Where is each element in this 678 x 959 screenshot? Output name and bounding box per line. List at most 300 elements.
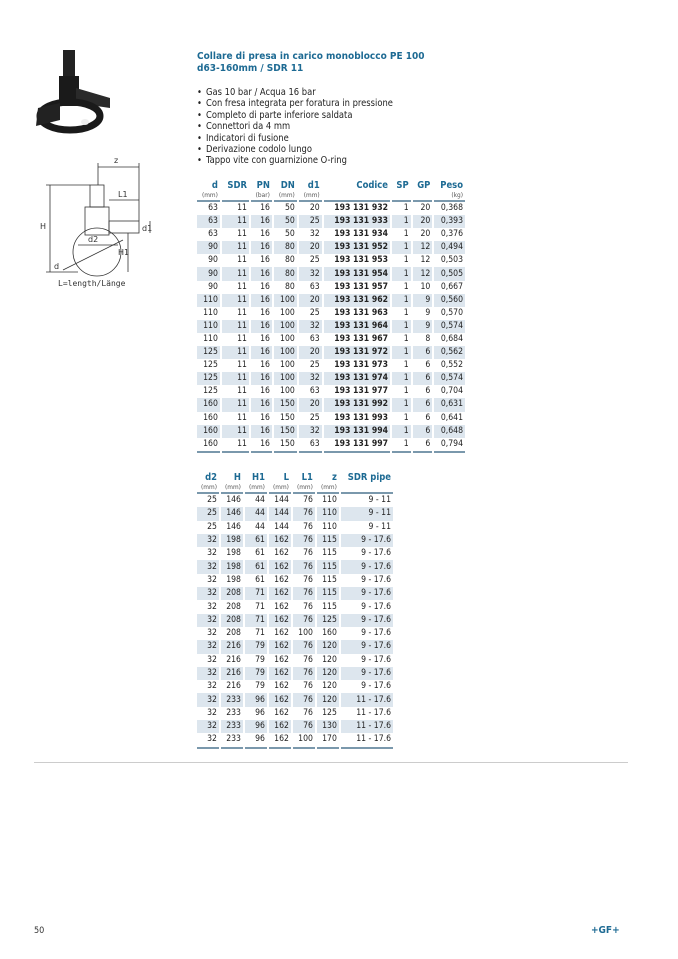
- table-cell: 11: [222, 294, 249, 307]
- table-cell: 160: [197, 398, 220, 411]
- table-cell: 1: [403, 255, 409, 266]
- table-cell: 32: [197, 614, 219, 627]
- table-cell: 160: [197, 425, 220, 438]
- table-cell: 193 131 957: [334, 281, 389, 292]
- table-cell: 16: [251, 294, 272, 307]
- table-cell: 9 - 17.6: [361, 574, 391, 585]
- table-cell: 32: [207, 628, 217, 639]
- table-row: [197, 267, 465, 280]
- table-cell: 79: [255, 681, 265, 692]
- label-h1: H1: [118, 248, 130, 257]
- table-cell: 80: [274, 241, 297, 254]
- table-cell: 71: [245, 587, 267, 600]
- table-cell: 32: [299, 320, 322, 333]
- table-cell: 11: [222, 267, 249, 280]
- table-cell: 32: [207, 574, 217, 585]
- table-cell: 162: [269, 560, 291, 573]
- column-header: d: [211, 180, 218, 191]
- table-cell: 208: [226, 601, 241, 612]
- table-cell: 125: [322, 707, 337, 718]
- table-cell: 20: [299, 398, 322, 411]
- table-cell: 50: [284, 229, 295, 240]
- table-cell: 6: [413, 372, 433, 385]
- table-row: [197, 547, 393, 560]
- table-cell: 162: [274, 574, 289, 585]
- column-unit: (mm): [221, 483, 243, 494]
- table-cell: 120: [317, 640, 339, 653]
- table-row: [197, 560, 393, 573]
- table-row: [197, 720, 393, 733]
- table-cell: 193 131 974: [324, 372, 390, 385]
- column-header: SDR pipe: [347, 472, 391, 483]
- table-cell: 80: [284, 281, 295, 292]
- table-cell: 216: [221, 667, 243, 680]
- column-header: Codice: [356, 180, 389, 191]
- table-cell: 20: [420, 203, 431, 214]
- table-cell: 76: [303, 548, 313, 559]
- table-cell: 162: [269, 667, 291, 680]
- table-cell: 9 - 11: [341, 507, 393, 520]
- table-cell: 25: [207, 495, 217, 506]
- table-cell: 63: [208, 229, 218, 240]
- table-cell: 193 131 977: [334, 386, 389, 397]
- table-cell: 11 - 17.6: [341, 720, 393, 733]
- table-cell: 9 - 11: [368, 521, 391, 532]
- table-cell: 25: [309, 360, 320, 371]
- table-row: [197, 587, 393, 600]
- table-cell: 110: [197, 320, 220, 333]
- table-cell: 162: [274, 548, 289, 559]
- table-cell: 11: [222, 398, 249, 411]
- table-cell: 9 - 17.6: [341, 640, 393, 653]
- table-cell: 150: [274, 438, 297, 453]
- table-cell: 193 131 963: [334, 307, 389, 318]
- table-cell: 16: [260, 412, 270, 423]
- table-cell: 16: [260, 255, 270, 266]
- table-cell: 16: [260, 386, 270, 397]
- table-cell: 208: [221, 587, 243, 600]
- table-cell: 1: [403, 281, 409, 292]
- column-header: SP: [396, 180, 409, 191]
- table-cell: 25: [207, 521, 217, 532]
- table-cell: 12: [420, 255, 431, 266]
- table-cell: 76: [293, 667, 315, 680]
- table-cell: 144: [274, 521, 289, 532]
- table-cell: 193 131 972: [324, 346, 390, 359]
- table-cell: 193 131 967: [334, 333, 389, 344]
- table-cell: 9 - 17.6: [361, 681, 391, 692]
- table-cell: 32: [299, 425, 322, 438]
- table-cell: 125: [317, 614, 339, 627]
- table-row: [197, 241, 465, 254]
- table-cell: 76: [303, 521, 313, 532]
- table-cell: 11: [222, 346, 249, 359]
- table-cell: 1: [392, 346, 411, 359]
- table-cell: 20: [420, 229, 431, 240]
- table-cell: 32: [299, 267, 322, 280]
- table-cell: 125: [197, 372, 220, 385]
- product-photo: [30, 48, 150, 138]
- table-cell: 144: [274, 495, 289, 506]
- column-unit: [222, 191, 249, 202]
- table-cell: 193 131 997: [324, 438, 390, 453]
- table-cell: 79: [245, 667, 267, 680]
- table-cell: 198: [226, 574, 241, 585]
- table-cell: 115: [322, 548, 337, 559]
- table-cell: 32: [207, 707, 217, 718]
- column-header: DN: [280, 180, 295, 191]
- gf-logo: +GF+: [591, 925, 620, 936]
- table-cell: 11: [222, 425, 249, 438]
- table-cell: 12: [413, 241, 433, 254]
- table-cell: 1: [403, 386, 409, 397]
- table-cell: 6: [413, 438, 433, 453]
- table-cell: 9: [413, 320, 433, 333]
- table-cell: 146: [226, 521, 241, 532]
- table-cell: 162: [269, 587, 291, 600]
- feature-list: [197, 87, 393, 167]
- column-header: z: [331, 472, 337, 483]
- feature-item: • Connettori da 4 mm: [197, 121, 393, 132]
- table-cell: 115: [317, 560, 339, 573]
- table-cell: 11: [222, 241, 249, 254]
- table-cell: 193 131 992: [324, 398, 390, 411]
- table-cell: 9 - 17.6: [341, 534, 393, 547]
- table-cell: 125: [197, 346, 220, 359]
- table-row: [197, 385, 465, 398]
- table-cell: 0,376: [440, 229, 463, 240]
- table-cell: 76: [303, 495, 313, 506]
- table-cell: 11: [222, 215, 249, 228]
- table-cell: 6: [425, 360, 431, 371]
- table-row: [197, 693, 393, 706]
- table-cell: 90: [197, 241, 220, 254]
- table-cell: 193 131 952: [324, 241, 390, 254]
- table-cell: 0,574: [434, 320, 465, 333]
- table-cell: 11: [237, 229, 247, 240]
- table-cell: 120: [322, 654, 337, 665]
- table-cell: 32: [207, 601, 217, 612]
- label-z: z: [114, 156, 119, 165]
- table-cell: 76: [293, 587, 315, 600]
- table-cell: 11: [222, 438, 249, 453]
- table-cell: 76: [293, 507, 315, 520]
- table-cell: 233: [221, 720, 243, 733]
- table-cell: 110: [203, 333, 218, 344]
- table-cell: 96: [245, 720, 267, 733]
- table-row: [197, 494, 393, 507]
- table-cell: 20: [299, 241, 322, 254]
- table-cell: 1: [403, 307, 409, 318]
- table-cell: 0,704: [440, 386, 463, 397]
- table-cell: 6: [413, 398, 433, 411]
- table-cell: 90: [208, 281, 218, 292]
- feature-item: • Tappo vite con guarnizione O-ring: [197, 155, 393, 166]
- table-row: [197, 707, 393, 720]
- column-header: d1: [307, 180, 320, 191]
- table-cell: 150: [280, 412, 295, 423]
- table-cell: 11: [222, 372, 249, 385]
- table-cell: 100: [274, 320, 297, 333]
- column-header: L: [283, 472, 289, 483]
- table-cell: 0,560: [434, 294, 465, 307]
- table-cell: 1: [392, 425, 411, 438]
- table-cell: 193 131 953: [334, 255, 389, 266]
- table-cell: 6: [425, 386, 431, 397]
- table-row: [197, 320, 465, 333]
- table-cell: 1: [392, 398, 411, 411]
- table-cell: 44: [255, 521, 265, 532]
- table-row: [197, 600, 393, 613]
- table-cell: 162: [269, 693, 291, 706]
- table-cell: 160: [203, 412, 218, 423]
- table-cell: 162: [269, 640, 291, 653]
- table-cell: 1: [392, 372, 411, 385]
- table-cell: 32: [207, 548, 217, 559]
- table-cell: 10: [420, 281, 431, 292]
- table-cell: 110: [197, 294, 220, 307]
- table-row: [197, 614, 393, 627]
- table-cell: 120: [322, 681, 337, 692]
- table-cell: 16: [260, 360, 270, 371]
- table-cell: 115: [317, 587, 339, 600]
- table-cell: 9 - 17.6: [341, 667, 393, 680]
- table-cell: 11: [237, 386, 247, 397]
- dimensions-table: [195, 472, 395, 749]
- table-cell: 76: [293, 693, 315, 706]
- table-cell: 0,641: [440, 412, 463, 423]
- table-row: [197, 667, 393, 680]
- table-cell: 76: [303, 707, 313, 718]
- table-cell: 115: [317, 534, 339, 547]
- table-cell: 25: [309, 255, 320, 266]
- table-cell: 6: [413, 346, 433, 359]
- table-cell: 6: [425, 412, 431, 423]
- table-cell: 96: [255, 707, 265, 718]
- table-cell: 1: [392, 267, 411, 280]
- table-cell: 16: [251, 425, 272, 438]
- table-cell: 100: [274, 346, 297, 359]
- table-cell: 76: [293, 560, 315, 573]
- table-row: [197, 307, 465, 320]
- table-cell: 20: [299, 346, 322, 359]
- table-row: [197, 254, 465, 267]
- table-cell: 193 131 933: [324, 215, 390, 228]
- column-unit: (mm): [317, 483, 339, 494]
- table-cell: 63: [309, 333, 320, 344]
- table-cell: 12: [413, 267, 433, 280]
- table-row: [197, 346, 465, 359]
- table-cell: 9 - 17.6: [361, 548, 391, 559]
- table-cell: 11: [237, 412, 247, 423]
- feature-item: • Completo di parte inferiore saldata: [197, 110, 393, 121]
- table-cell: 9 - 17.6: [341, 560, 393, 573]
- table-cell: 96: [245, 733, 267, 748]
- table-cell: 79: [245, 640, 267, 653]
- table-cell: 115: [322, 601, 337, 612]
- table-cell: 32: [197, 587, 219, 600]
- table-cell: 125: [203, 386, 218, 397]
- table-cell: 162: [274, 681, 289, 692]
- table-cell: 76: [293, 720, 315, 733]
- table-cell: 162: [274, 601, 289, 612]
- table-cell: 63: [197, 215, 220, 228]
- column-header: H: [233, 472, 241, 483]
- table-cell: 233: [221, 733, 243, 748]
- table-cell: 110: [203, 307, 218, 318]
- table-row: [197, 333, 465, 346]
- table-cell: 193 131 964: [324, 320, 390, 333]
- table-cell: 193 131 994: [324, 425, 390, 438]
- table-cell: 61: [255, 574, 265, 585]
- table-cell: 100: [274, 372, 297, 385]
- product-title: Collare di presa in carico monoblocco PE 100 d63-160mm / SDR 11: [197, 51, 425, 74]
- table-cell: 25: [309, 307, 320, 318]
- column-unit: (mm): [299, 191, 322, 202]
- table-cell: 100: [280, 386, 295, 397]
- table-row: [197, 534, 393, 547]
- table-cell: 16: [260, 229, 270, 240]
- column-unit: (mm): [274, 191, 297, 202]
- table-cell: 44: [255, 495, 265, 506]
- table-cell: 63: [208, 203, 218, 214]
- feature-item: • Derivazione codolo lungo: [197, 144, 393, 155]
- label-h: H: [40, 222, 47, 231]
- table-cell: 76: [293, 614, 315, 627]
- table-cell: 25: [299, 215, 322, 228]
- table-cell: 1: [403, 333, 409, 344]
- dimension-drawing: [38, 155, 158, 280]
- product-code-table: [195, 180, 467, 453]
- table-cell: 9 - 17.6: [361, 601, 391, 612]
- table-cell: 79: [255, 654, 265, 665]
- table-cell: 208: [226, 628, 241, 639]
- table-cell: 0,574: [434, 372, 465, 385]
- table-row: [197, 412, 465, 425]
- table-cell: 76: [303, 574, 313, 585]
- table-cell: 193 131 954: [324, 267, 390, 280]
- table-cell: 8: [425, 333, 431, 344]
- table-cell: 162: [274, 707, 289, 718]
- table-cell: 16: [251, 372, 272, 385]
- table-cell: 162: [269, 733, 291, 748]
- table-row: [197, 507, 393, 520]
- table-cell: 11 - 17.6: [341, 693, 393, 706]
- table-cell: 9 - 17.6: [361, 654, 391, 665]
- table-cell: 16: [251, 320, 272, 333]
- table-cell: 198: [221, 534, 243, 547]
- table-cell: 32: [207, 681, 217, 692]
- table-cell: 32: [197, 560, 219, 573]
- table-cell: 1: [392, 320, 411, 333]
- table-row: [197, 294, 465, 307]
- table-cell: 0,562: [434, 346, 465, 359]
- table-cell: 96: [245, 693, 267, 706]
- table-row: [197, 202, 465, 215]
- table-cell: 16: [260, 307, 270, 318]
- column-unit: [341, 483, 393, 494]
- table-cell: 25: [309, 412, 320, 423]
- table-cell: 115: [322, 574, 337, 585]
- table-cell: 32: [309, 229, 320, 240]
- table-cell: 146: [226, 495, 241, 506]
- feature-item: • Indicatori di fusione: [197, 133, 393, 144]
- table-cell: 0,684: [440, 333, 463, 344]
- table-cell: 9: [425, 307, 431, 318]
- table-cell: 162: [269, 534, 291, 547]
- page-number: 50: [34, 926, 45, 936]
- table-cell: 61: [245, 534, 267, 547]
- table-cell: 130: [317, 720, 339, 733]
- table-cell: 0,505: [434, 267, 465, 280]
- table-cell: 0,667: [440, 281, 463, 292]
- table-cell: 20: [299, 294, 322, 307]
- table-cell: 1: [403, 229, 409, 240]
- table-row: [197, 398, 465, 411]
- table-row: [197, 281, 465, 294]
- table-cell: 32: [197, 733, 219, 748]
- table-cell: 110: [322, 521, 337, 532]
- label-d2: d2: [88, 235, 99, 244]
- table-cell: 120: [317, 693, 339, 706]
- table-cell: 11 - 17.6: [356, 707, 391, 718]
- table-cell: 32: [299, 372, 322, 385]
- table-cell: 44: [245, 507, 267, 520]
- table-cell: 16: [251, 346, 272, 359]
- table-cell: 0,552: [440, 360, 463, 371]
- table-cell: 16: [260, 333, 270, 344]
- table-cell: 193 131 932: [334, 203, 389, 214]
- table-cell: 63: [309, 386, 320, 397]
- table-cell: 162: [274, 654, 289, 665]
- table-cell: 76: [303, 601, 313, 612]
- column-header: GP: [417, 180, 431, 191]
- table-cell: 100: [280, 307, 295, 318]
- table-cell: 162: [269, 720, 291, 733]
- table-row: [197, 438, 465, 453]
- table-cell: 146: [221, 507, 243, 520]
- table-cell: 76: [293, 640, 315, 653]
- column-header: L1: [301, 472, 313, 483]
- table-cell: 1: [392, 294, 411, 307]
- footer-divider: [34, 762, 628, 763]
- table-cell: 9: [413, 294, 433, 307]
- table-cell: 0,794: [434, 438, 465, 453]
- column-header: PN: [256, 180, 270, 191]
- table-cell: 63: [299, 438, 322, 453]
- table-cell: 71: [255, 601, 265, 612]
- column-unit: (mm): [197, 483, 219, 494]
- table-cell: 216: [226, 654, 241, 665]
- column-unit: (bar): [251, 191, 272, 202]
- table-cell: 11: [237, 255, 247, 266]
- table-cell: 0,494: [434, 241, 465, 254]
- table-cell: 162: [274, 628, 289, 639]
- table-cell: 1: [403, 203, 409, 214]
- table-cell: 80: [284, 255, 295, 266]
- table-cell: 80: [274, 267, 297, 280]
- table-row: [197, 215, 465, 228]
- table-cell: 32: [197, 693, 219, 706]
- table-cell: 120: [317, 667, 339, 680]
- label-d1: d1: [142, 224, 153, 233]
- table-cell: 100: [293, 733, 315, 748]
- table-cell: 110: [322, 495, 337, 506]
- table-cell: 1: [403, 360, 409, 371]
- column-header: Peso: [440, 180, 463, 191]
- table-cell: 32: [197, 667, 219, 680]
- table-row: [197, 640, 393, 653]
